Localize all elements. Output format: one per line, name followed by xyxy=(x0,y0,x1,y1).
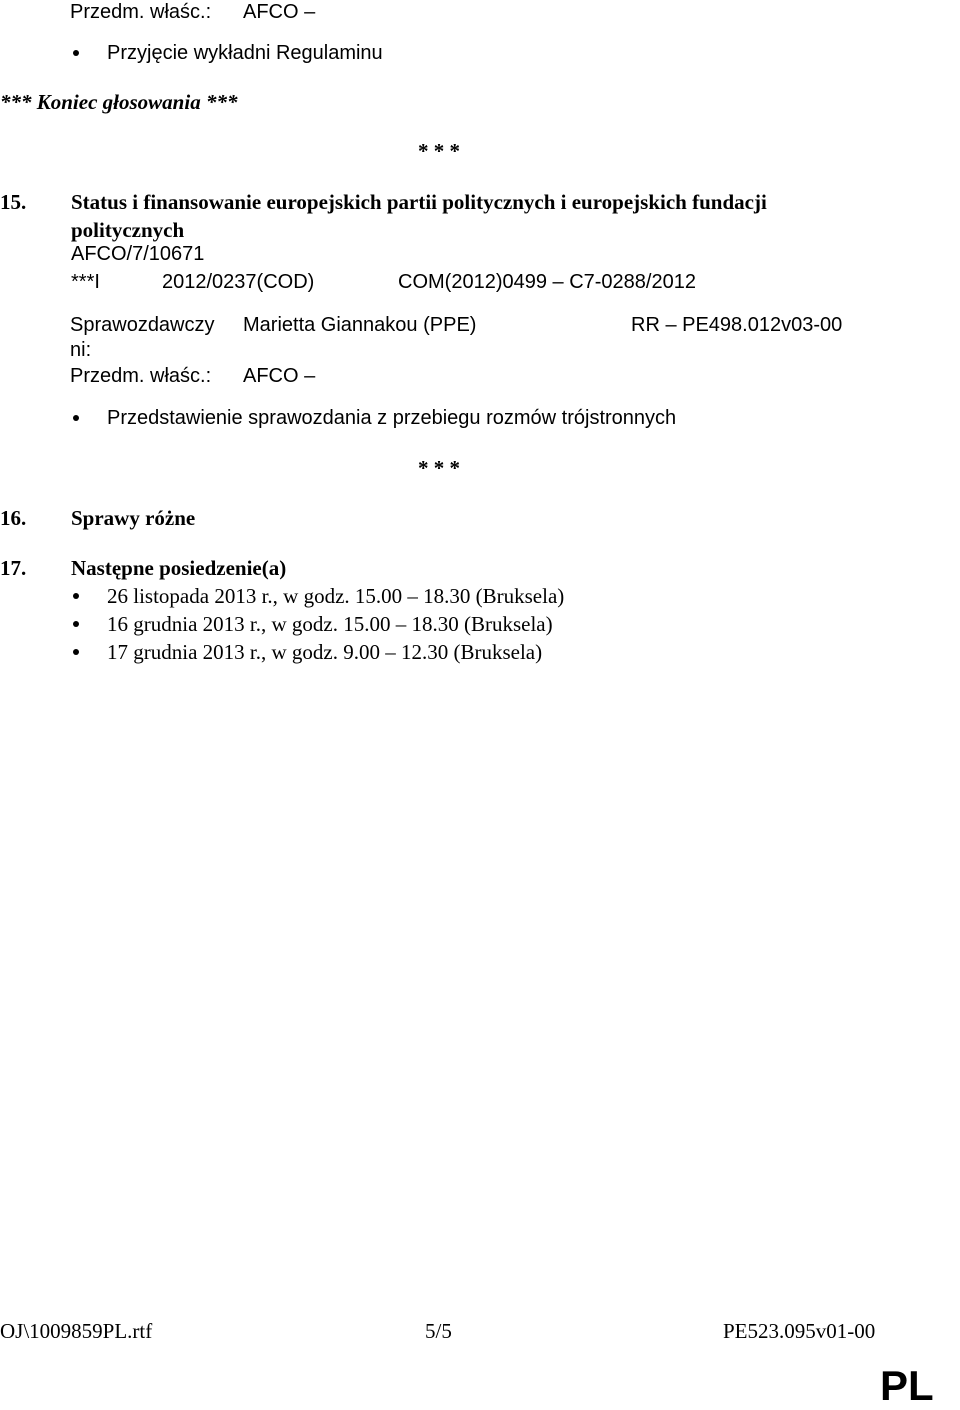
committee-label: Przedm. właśc.: xyxy=(70,1,212,23)
item-number: 15. xyxy=(0,190,27,214)
bullet-icon xyxy=(73,621,79,627)
committee-value: AFCO – xyxy=(243,1,316,23)
bullet-icon xyxy=(73,415,79,421)
rapporteur-label: Sprawozdawczy xyxy=(70,314,215,336)
committee-value: AFCO – xyxy=(243,365,316,387)
item-title-continued: politycznych xyxy=(71,218,185,242)
agenda-bullet-item: Przyjęcie wykładni Regulaminu xyxy=(107,42,383,64)
rapporteur-name: Marietta Giannakou (PPE) xyxy=(243,314,477,336)
meeting-date-item: 16 grudnia 2013 r., w godz. 15.00 – 18.30 (Bruksela) xyxy=(107,612,553,636)
language-marker: PL xyxy=(880,1362,934,1409)
procedure-code: 2012/0237(COD) xyxy=(162,271,315,293)
item-number: 16. xyxy=(0,506,27,530)
item-title: Status i finansowanie europejskich partii politycznych i europejskich fundacji xyxy=(71,190,767,214)
rapporteur-label-continued: ni: xyxy=(70,339,92,361)
item-reference: AFCO/7/10671 xyxy=(71,243,205,265)
section-separator: * * * xyxy=(418,456,460,480)
item-title: Następne posiedzenie(a) xyxy=(71,556,287,580)
bullet-icon xyxy=(73,649,79,655)
bullet-icon xyxy=(73,593,79,599)
meeting-date-item: 17 grudnia 2013 r., w godz. 9.00 – 12.30 (Bruksela) xyxy=(107,640,543,664)
rapporteur-document: RR – PE498.012v03-00 xyxy=(631,314,843,336)
procedure-type: ***I xyxy=(71,271,100,293)
meeting-date-item: 26 listopada 2013 r., w godz. 15.00 – 18.30 (Bruksela) xyxy=(107,584,565,608)
footer-document-reference: PE523.095v01-00 xyxy=(723,1319,876,1343)
section-separator: * * * xyxy=(418,139,460,163)
com-reference: COM(2012)0499 – C7-0288/2012 xyxy=(398,271,696,293)
agenda-bullet-item: Przedstawienie sprawozdania z przebiegu rozmów trójstronnych xyxy=(107,407,677,429)
item-number: 17. xyxy=(0,556,27,580)
bullet-icon xyxy=(73,50,79,56)
footer-file-name: OJ\1009859PL.rtf xyxy=(0,1319,153,1343)
item-title: Sprawy różne xyxy=(71,506,196,530)
footer-page-number: 5/5 xyxy=(425,1319,452,1343)
committee-label: Przedm. właśc.: xyxy=(70,365,212,387)
end-of-vote: *** Koniec głosowania *** xyxy=(0,90,238,114)
